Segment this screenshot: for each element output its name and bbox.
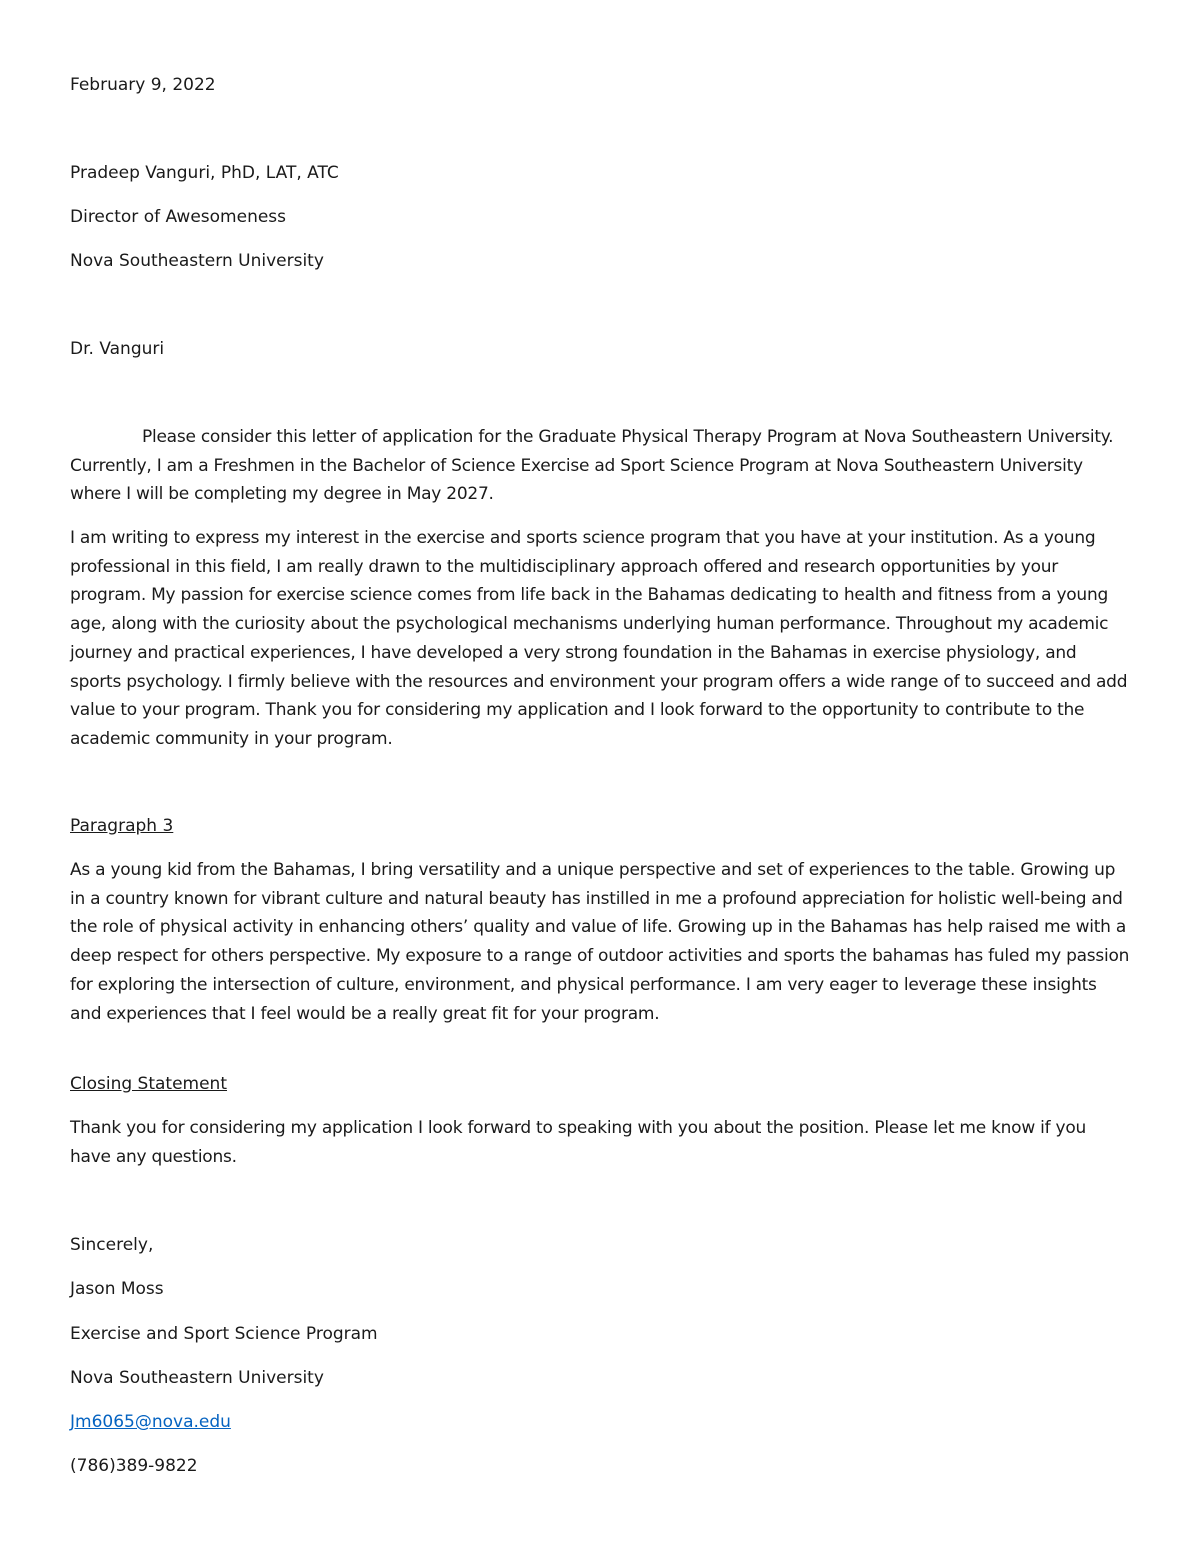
sender-institution: Nova Southeastern University (70, 1368, 324, 1388)
sender-name: Jason Moss (70, 1279, 164, 1299)
letter-date: February 9, 2022 (70, 75, 216, 95)
recipient-name: Pradeep Vanguri, PhD, LAT, ATC (70, 163, 339, 183)
heading-closing-statement: Closing Statement (70, 1074, 228, 1094)
paragraph-1: Please consider this letter of application for the Graduate Physical Therapy Program at Nova Southeastern University. Currently, I am a Freshmen in the Bachelor of Science Exercise ad Sport Science Program at Nova Southeastern University where I will be completing my degree in May 2027. (70, 427, 1114, 505)
email-link[interactable]: Jm6065@nova.edu (70, 1412, 231, 1432)
sender-phone: (786)389-9822 (70, 1456, 198, 1476)
sender-program: Exercise and Sport Science Program (70, 1324, 378, 1344)
recipient-title: Director of Awesomeness (70, 207, 287, 227)
paragraph-2: I am writing to express my interest in the exercise and sports science program that you have at your institution. As a young professional in this field, I am really drawn to the multidisciplinary approach offered and research opportunities by your program. My passion for exercise science comes from life back in the Bahamas dedicating to health and fitness from a young age, along with the curiosity about the psychological mechanisms underlying human performance. Throughout my academic journey and practical experiences, I have developed a very strong foundation in the Bahamas in exercise physiology, and sports psychology. I firmly believe with the resources and environment your program offers a wide range of to succeed and add value to your program. Thank you for considering my application and I look forward to the opportunity to contribute to the academic community in your program. (70, 528, 1128, 749)
recipient-institution: Nova Southeastern University (70, 251, 324, 271)
paragraph-3: As a young kid from the Bahamas, I bring versatility and a unique perspective and set of experiences to the table. Growing up in a country known for vibrant culture and natural beauty has instilled in me a profound appreciation for holistic well-being and the role of physical activity in enhancing others’ quality and value of life. Growing up in the Bahamas has help raised me with a deep respect for others perspective. My exposure to a range of outdoor activities and sports the bahamas has fuled my passion for exploring the intersection of culture, environment, and physical performance. I am very eager to leverage these insights and experiences that I feel would be a really great fit for your program. (70, 860, 1130, 1024)
salutation: Dr. Vanguri (70, 339, 165, 359)
email-line (70, 1408, 231, 1437)
closing-paragraph: Thank you for considering my application I look forward to speaking with you about the position. Please let me know if you have any questions. (70, 1118, 1086, 1167)
signoff: Sincerely, (70, 1235, 154, 1255)
heading-paragraph-3: Paragraph 3 (70, 816, 174, 836)
